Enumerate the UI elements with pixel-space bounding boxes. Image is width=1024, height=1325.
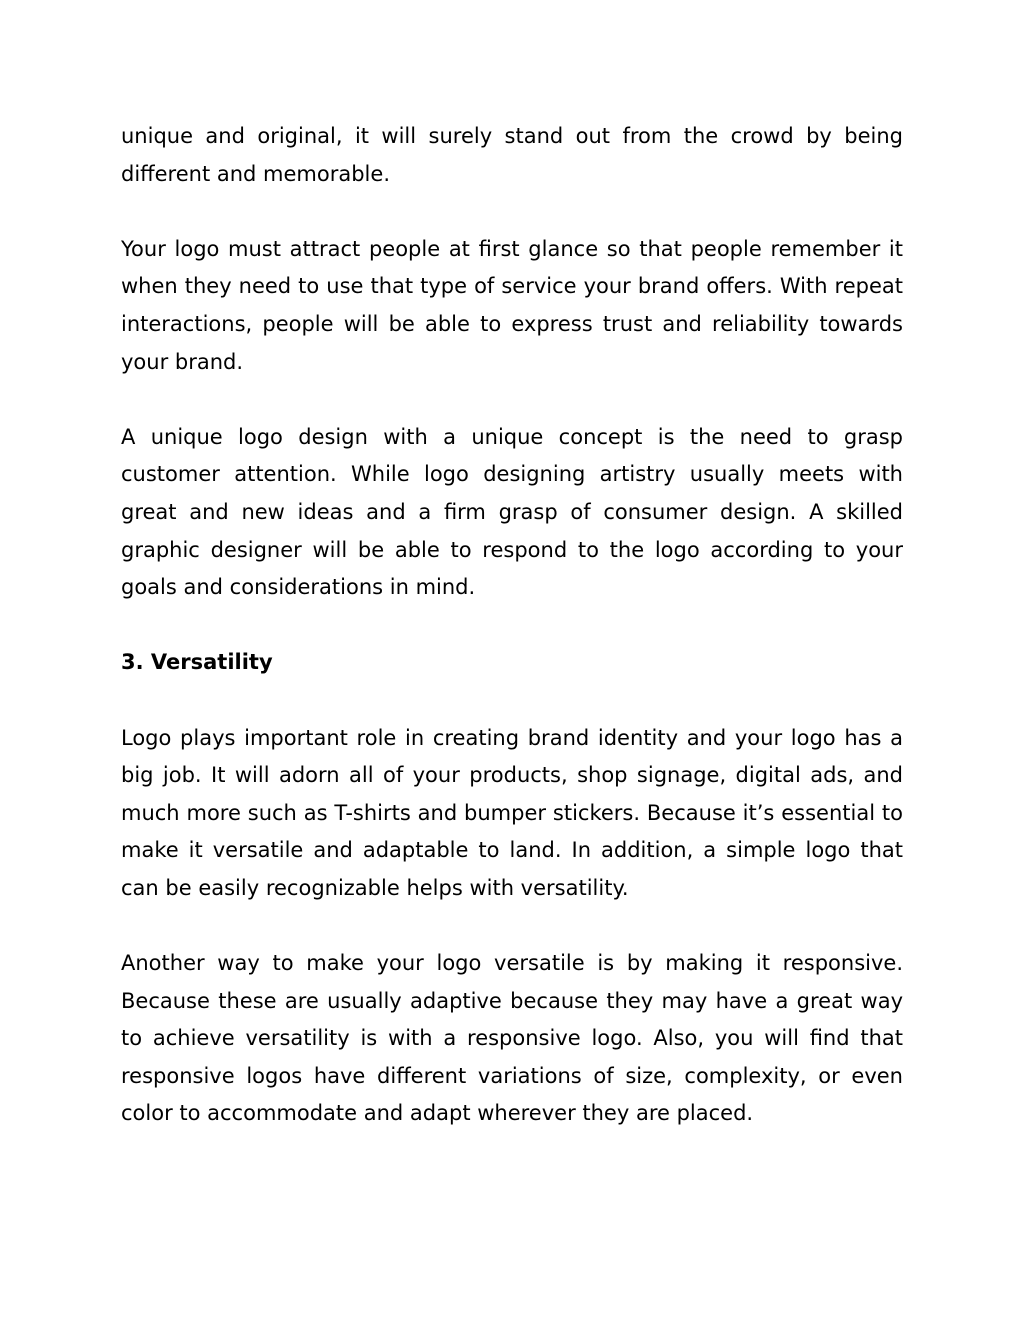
paragraph-responsive-logo: Another way to make your logo versatile is by making it responsive. Because these are usually adaptive because they may have a great way to achieve versatility is with a responsive logo. Also, you will find that responsive logos have different variations of size, complexity, or even color to accommodate and adapt wherever they are placed. — [121, 951, 903, 1126]
paragraph-brand-identity: Logo plays important role in creating brand identity and your logo has a big job. It will adorn all of your products, shop signage, digital ads, and much more such as T-shirts and bumper stickers. Because it’s essential to make it versatile and adaptable to land. In addition, a simple logo that can be easily recognizable helps with versatility. — [121, 725, 903, 900]
document-body — [121, 118, 903, 1133]
paragraph-unique-logo-design: A unique logo design with a unique concept is the need to grasp customer attention. While logo designing artistry usually meets with great and new ideas and a firm grasp of consumer design. A skilled graphic designer will be able to respond to the logo according to your goals and considerations in mind. — [121, 424, 903, 600]
paragraph-logo-attraction: Your logo must attract people at first glance so that people remember it when they need to use that type of service your brand offers. With repeat interactions, people will be able to express trust and reliability towards your brand. — [121, 236, 903, 374]
section-heading-versatility: 3. Versatility — [121, 650, 273, 675]
paragraph-intro-continuation: unique and original, it will surely stand out from the crowd by being different and memorable. — [121, 124, 903, 186]
